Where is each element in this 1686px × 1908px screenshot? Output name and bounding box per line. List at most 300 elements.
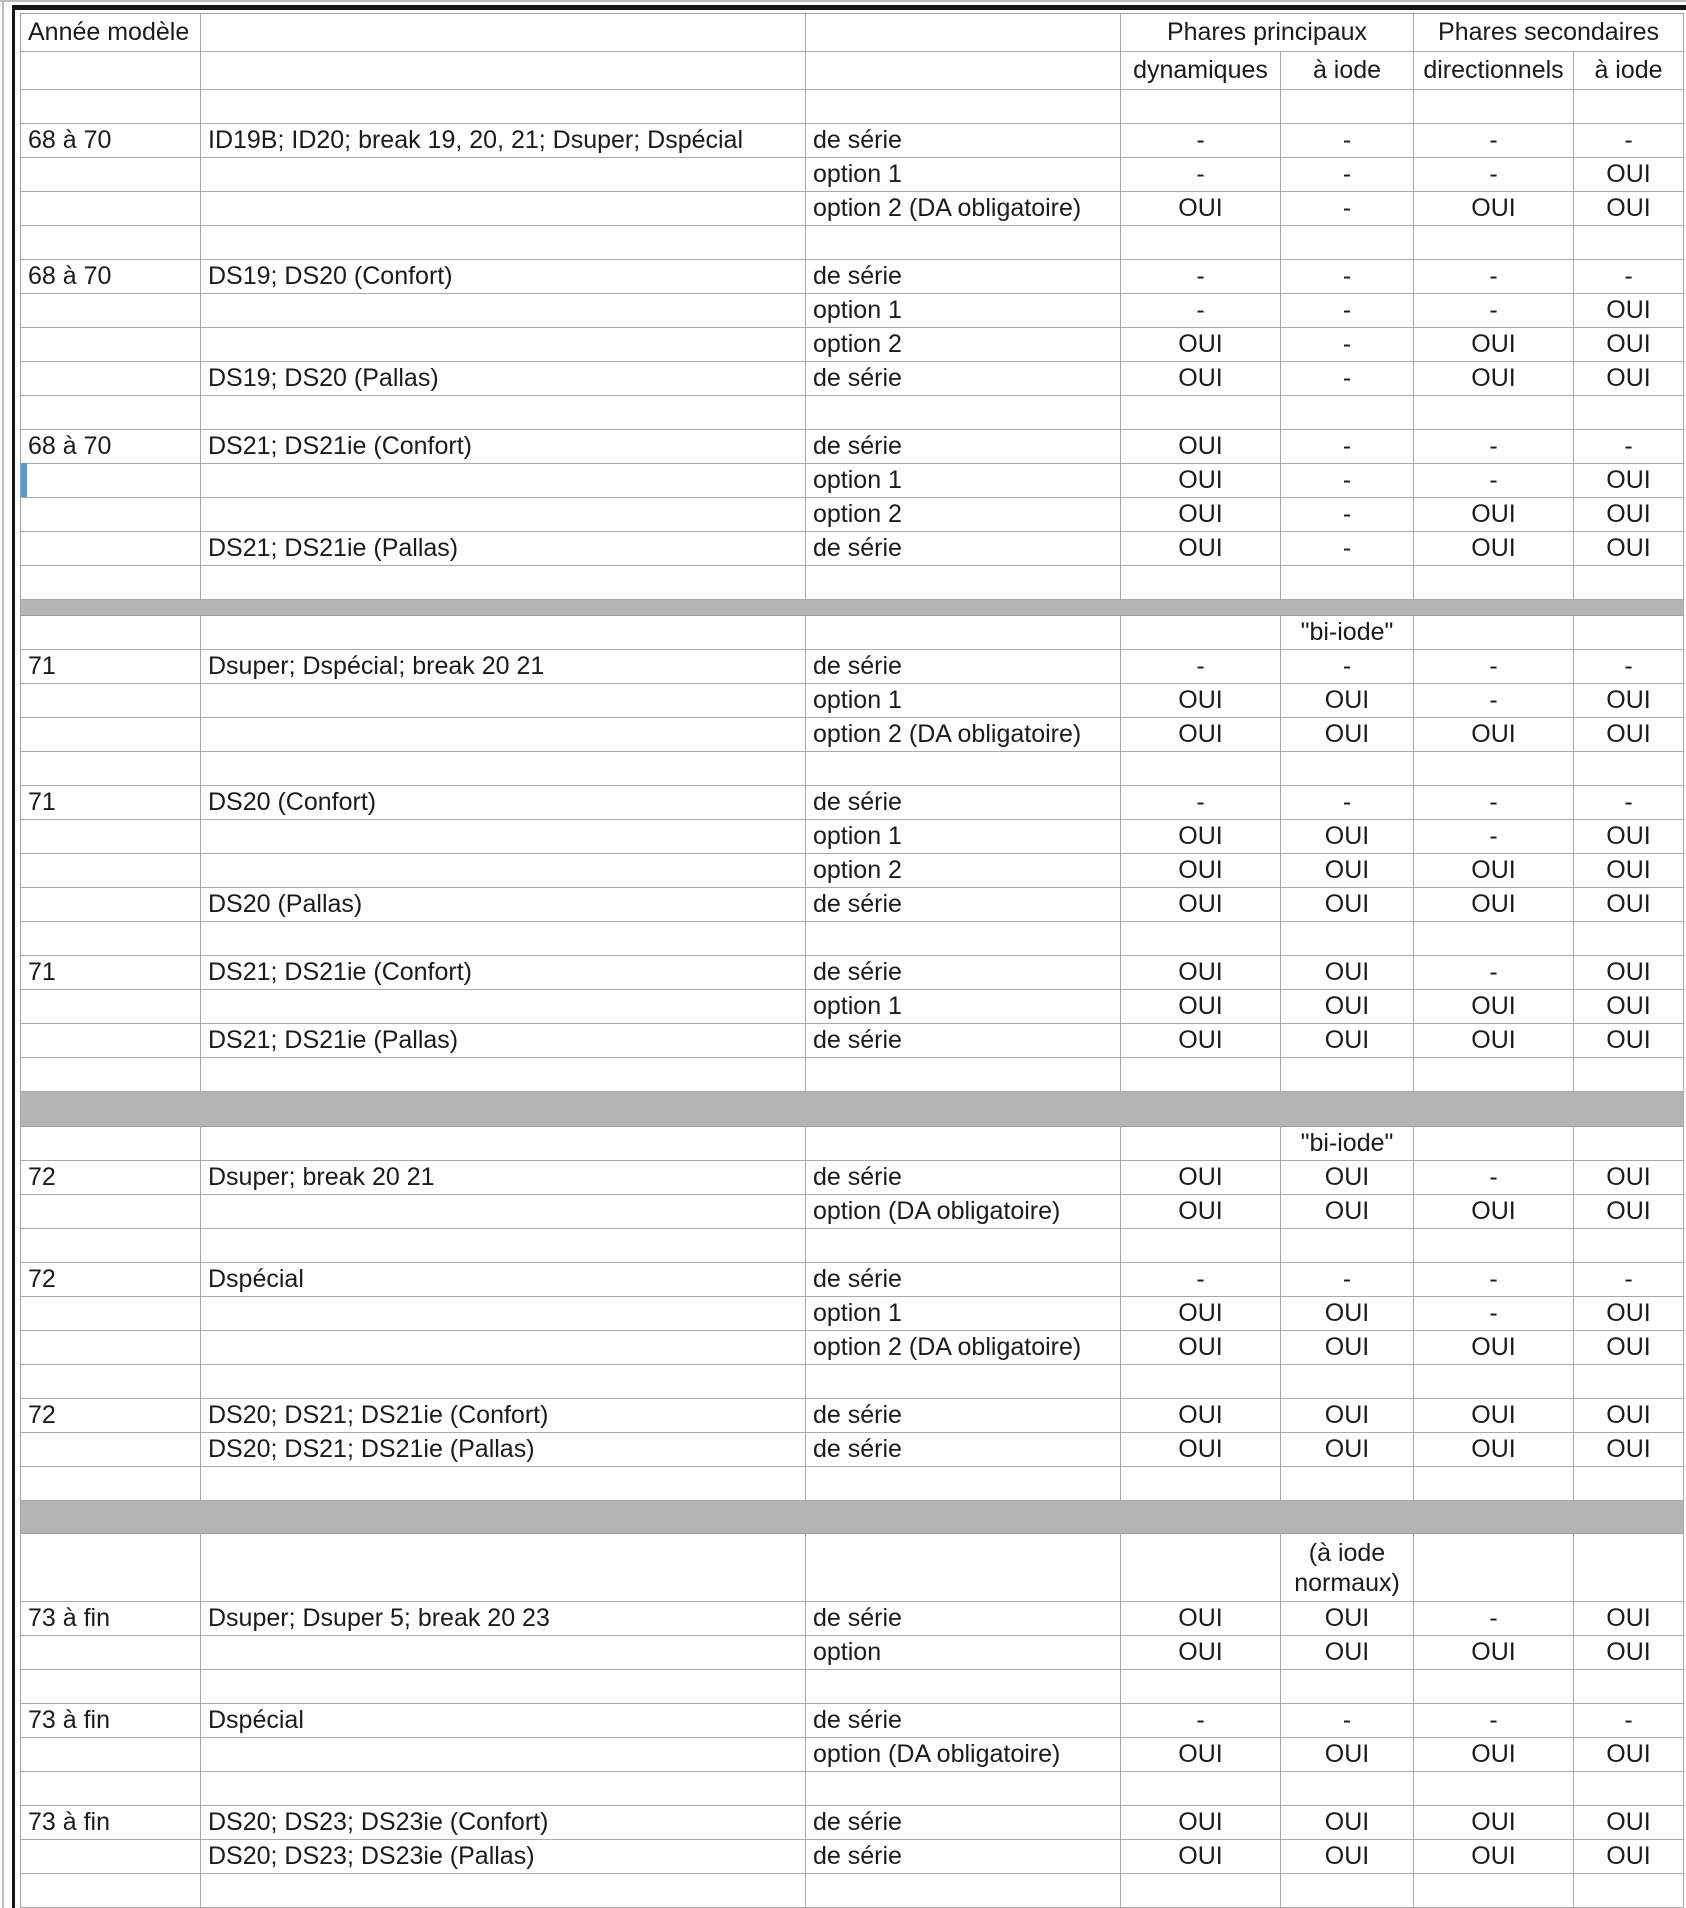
trim-cell: option [806,1636,1121,1670]
subheader-directionnels: directionnels [1414,52,1574,90]
value-cell [1574,1365,1684,1399]
year-cell [21,1636,201,1670]
data-row [21,1195,1684,1229]
value-cell [1121,1772,1281,1806]
model-subheader-blank [201,52,806,90]
trim-cell: de série [806,1161,1121,1195]
value-cell [1121,1058,1281,1092]
headlight-options-table [20,13,1684,1908]
page-left-black-line [12,5,15,1908]
year-cell [21,566,201,600]
empty-cell [21,1534,201,1602]
value-iode-secondaire: - [1574,1263,1684,1297]
value-dynamiques: OUI [1121,328,1281,362]
trim-cell: option 2 (DA obligatoire) [806,718,1121,752]
value-directionnels: OUI [1414,1636,1574,1670]
value-dynamiques: - [1121,260,1281,294]
trim-cell [806,922,1121,956]
trim-cell: de série [806,888,1121,922]
value-iode-secondaire: OUI [1574,328,1684,362]
value-iode-secondaire: OUI [1574,1331,1684,1365]
value-iode-principal: OUI [1281,1433,1414,1467]
value-iode-secondaire: OUI [1574,1636,1684,1670]
data-row [21,124,1684,158]
group-header-phares-secondaires: Phares secondaires [1414,14,1684,52]
year-cell [21,294,201,328]
value-cell [1414,90,1574,124]
value-dynamiques: OUI [1121,718,1281,752]
year-column-header: Année modèle [21,14,201,52]
value-directionnels: - [1414,650,1574,684]
year-cell [21,498,201,532]
value-directionnels: - [1414,1704,1574,1738]
value-dynamiques: OUI [1121,888,1281,922]
model-cell: DS19; DS20 (Confort) [201,260,806,294]
value-directionnels: OUI [1414,1195,1574,1229]
trim-cell [806,90,1121,124]
data-row [21,498,1684,532]
value-cell [1414,1670,1574,1704]
value-directionnels: OUI [1414,990,1574,1024]
note-row [21,616,1684,650]
year-cell [21,922,201,956]
spacer-row [21,396,1684,430]
value-directionnels: - [1414,786,1574,820]
trim-cell [806,752,1121,786]
value-dynamiques: OUI [1121,1024,1281,1058]
trim-cell: option 2 (DA obligatoire) [806,1331,1121,1365]
value-iode-secondaire: OUI [1574,158,1684,192]
value-iode-principal: - [1281,532,1414,566]
trim-cell [806,1127,1121,1161]
value-cell [1414,922,1574,956]
value-cell [1414,226,1574,260]
spacer-row [21,1467,1684,1501]
trim-cell: de série [806,1704,1121,1738]
value-cell [1414,1467,1574,1501]
value-cell [1414,1772,1574,1806]
separator-band-fill [21,1501,1684,1534]
value-iode-principal: - [1281,1704,1414,1738]
year-cell [21,1840,201,1874]
value-iode-principal: OUI [1281,718,1414,752]
value-iode-principal: - [1281,294,1414,328]
model-cell [201,1195,806,1229]
trim-cell [806,1365,1121,1399]
value-iode-principal: OUI [1281,820,1414,854]
model-cell [201,1297,806,1331]
page-left-gray-line [2,0,4,1908]
year-cell [21,396,201,430]
year-cell [21,1331,201,1365]
year-cell: 72 [21,1161,201,1195]
model-cell: DS21; DS21ie (Confort) [201,430,806,464]
value-iode-principal: OUI [1281,1161,1414,1195]
trim-cell: de série [806,1263,1121,1297]
value-dynamiques: - [1121,786,1281,820]
spacer-row [21,90,1684,124]
spacer-row [21,1874,1684,1908]
value-dynamiques [1121,1127,1281,1161]
note-bi-iode: "bi-iode" [1281,1127,1414,1161]
data-row [21,362,1684,396]
value-directionnels: - [1414,430,1574,464]
value-cell [1121,566,1281,600]
trim-cell [806,1670,1121,1704]
year-cell [21,1024,201,1058]
value-directionnels: - [1414,1297,1574,1331]
value-iode-secondaire: OUI [1574,1161,1684,1195]
model-cell: Dspécial [201,1263,806,1297]
data-row [21,1738,1684,1772]
data-row [21,430,1684,464]
data-row [21,1297,1684,1331]
data-row [21,1806,1684,1840]
year-cell: 68 à 70 [21,430,201,464]
value-cell [1121,1874,1281,1908]
value-directionnels: - [1414,820,1574,854]
year-cell [21,362,201,396]
value-directionnels: OUI [1414,532,1574,566]
trim-cell: de série [806,1840,1121,1874]
value-iode-secondaire: OUI [1574,294,1684,328]
model-column-header [201,14,806,52]
data-row [21,532,1684,566]
data-row [21,956,1684,990]
trim-cell: de série [806,362,1121,396]
value-directionnels: OUI [1414,888,1574,922]
value-dynamiques: - [1121,294,1281,328]
value-directionnels: OUI [1414,1738,1574,1772]
value-cell [1574,1058,1684,1092]
note-row-two-line [21,1534,1684,1602]
data-row [21,1840,1684,1874]
value-cell [1574,1467,1684,1501]
value-iode-principal: - [1281,786,1414,820]
value-directionnels: OUI [1414,362,1574,396]
model-cell [201,498,806,532]
value-dynamiques: OUI [1121,532,1281,566]
year-cell [21,328,201,362]
trim-cell [806,1874,1121,1908]
value-iode-principal: OUI [1281,684,1414,718]
value-directionnels: OUI [1414,1024,1574,1058]
group-header-phares-principaux: Phares principaux [1121,14,1414,52]
trim-cell: de série [806,650,1121,684]
value-directionnels: OUI [1414,1806,1574,1840]
model-cell: ID19B; ID20; break 19, 20, 21; Dsuper; Dspécial [201,124,806,158]
value-iode-principal: OUI [1281,1331,1414,1365]
value-cell [1574,1772,1684,1806]
model-cell: DS19; DS20 (Pallas) [201,362,806,396]
value-iode-secondaire: OUI [1574,854,1684,888]
trim-cell [806,1467,1121,1501]
value-dynamiques: OUI [1121,362,1281,396]
separator-band [21,1501,1684,1534]
value-directionnels: OUI [1414,718,1574,752]
value-dynamiques: OUI [1121,430,1281,464]
year-cell [21,226,201,260]
model-cell [201,684,806,718]
data-row [21,294,1684,328]
empty-cell [1121,1534,1281,1602]
spacer-row [21,1058,1684,1092]
model-cell [201,1365,806,1399]
value-cell [1281,226,1414,260]
value-cell [1281,1058,1414,1092]
year-cell: 68 à 70 [21,124,201,158]
model-cell [201,1738,806,1772]
model-cell [201,90,806,124]
year-cell: 73 à fin [21,1602,201,1636]
trim-cell: option 1 [806,464,1121,498]
value-iode-secondaire: - [1574,124,1684,158]
value-iode-secondaire: OUI [1574,956,1684,990]
value-dynamiques: OUI [1121,1331,1281,1365]
value-dynamiques: OUI [1121,1433,1281,1467]
year-subheader-blank [21,52,201,90]
value-iode-principal: OUI [1281,1738,1414,1772]
model-cell: DS21; DS21ie (Confort) [201,956,806,990]
value-iode-secondaire: OUI [1574,1433,1684,1467]
value-cell [1121,1229,1281,1263]
value-cell [1574,752,1684,786]
year-cell [21,684,201,718]
value-cell [1121,752,1281,786]
model-cell [201,854,806,888]
value-iode-principal: - [1281,1263,1414,1297]
value-iode-secondaire: OUI [1574,1399,1684,1433]
year-cell [21,1738,201,1772]
trim-subheader-blank [806,52,1121,90]
value-cell [1121,1670,1281,1704]
spacer-row [21,1670,1684,1704]
empty-cell [201,1534,806,1602]
value-iode-secondaire: - [1574,260,1684,294]
value-cell [1281,1670,1414,1704]
value-iode-principal: - [1281,430,1414,464]
value-dynamiques: OUI [1121,820,1281,854]
data-row [21,1331,1684,1365]
data-row [21,1602,1684,1636]
value-dynamiques: OUI [1121,990,1281,1024]
year-cell: 71 [21,786,201,820]
data-row [21,1024,1684,1058]
model-cell: DS21; DS21ie (Pallas) [201,532,806,566]
year-cell [21,192,201,226]
model-cell: DS20; DS21; DS21ie (Pallas) [201,1433,806,1467]
spacer-row [21,566,1684,600]
header-row-groups [21,14,1684,52]
value-cell [1281,1467,1414,1501]
value-iode-principal: OUI [1281,888,1414,922]
model-cell [201,464,806,498]
trim-column-header [806,14,1121,52]
value-iode-principal: OUI [1281,990,1414,1024]
value-directionnels: - [1414,294,1574,328]
page-top-gray-line [0,0,1686,2]
value-directionnels: - [1414,1263,1574,1297]
model-cell: Dsuper; Dspécial; break 20 21 [201,650,806,684]
data-row [21,990,1684,1024]
year-cell [21,1365,201,1399]
model-cell [201,718,806,752]
value-directionnels: OUI [1414,328,1574,362]
value-iode-secondaire: OUI [1574,532,1684,566]
data-row [21,786,1684,820]
model-cell [201,1772,806,1806]
value-directionnels: - [1414,1602,1574,1636]
year-cell [21,1297,201,1331]
note-row [21,1127,1684,1161]
data-row [21,192,1684,226]
model-cell: DS20; DS23; DS23ie (Pallas) [201,1840,806,1874]
value-cell [1574,566,1684,600]
data-row [21,328,1684,362]
year-cell [21,854,201,888]
value-cell [1121,1467,1281,1501]
value-directionnels: OUI [1414,1331,1574,1365]
model-cell [201,1636,806,1670]
year-cell: 72 [21,1263,201,1297]
value-iode-secondaire: OUI [1574,820,1684,854]
value-iode-principal: OUI [1281,1399,1414,1433]
empty-cell [1414,1534,1574,1602]
value-dynamiques: OUI [1121,1806,1281,1840]
data-row [21,1263,1684,1297]
value-iode-secondaire: OUI [1574,1195,1684,1229]
trim-cell: option 1 [806,684,1121,718]
year-cell [21,532,201,566]
empty-cell [1574,1534,1684,1602]
value-directionnels: - [1414,684,1574,718]
value-cell [1281,1229,1414,1263]
value-cell [1574,922,1684,956]
value-cell [1121,226,1281,260]
value-iode-secondaire: OUI [1574,192,1684,226]
value-dynamiques: OUI [1121,1602,1281,1636]
value-cell [1414,1058,1574,1092]
subheader-a-iode-secondaires: à iode [1574,52,1684,90]
value-dynamiques: OUI [1121,192,1281,226]
data-row [21,718,1684,752]
model-cell [201,566,806,600]
value-iode-principal: - [1281,498,1414,532]
model-cell: DS21; DS21ie (Pallas) [201,1024,806,1058]
value-cell [1414,1365,1574,1399]
value-cell [1281,1365,1414,1399]
value-iode-secondaire: OUI [1574,718,1684,752]
value-iode-secondaire: - [1574,1704,1684,1738]
trim-cell: option 1 [806,990,1121,1024]
value-dynamiques: - [1121,158,1281,192]
data-row [21,158,1684,192]
value-iode-secondaire: OUI [1574,1806,1684,1840]
subheader-a-iode-principaux: à iode [1281,52,1414,90]
data-row [21,650,1684,684]
year-cell [21,1195,201,1229]
value-directionnels: OUI [1414,1399,1574,1433]
trim-cell: de série [806,124,1121,158]
trim-cell: de série [806,1399,1121,1433]
trim-cell: option 2 [806,854,1121,888]
value-cell [1121,90,1281,124]
model-cell [201,1467,806,1501]
year-cell [21,90,201,124]
value-directionnels: - [1414,1161,1574,1195]
value-iode-principal: - [1281,260,1414,294]
value-iode-secondaire: OUI [1574,1024,1684,1058]
year-cell: 73 à fin [21,1704,201,1738]
value-iode-principal: - [1281,192,1414,226]
data-row [21,854,1684,888]
trim-cell [806,616,1121,650]
value-iode-principal: OUI [1281,1297,1414,1331]
model-cell [201,1874,806,1908]
value-iode-principal: OUI [1281,1602,1414,1636]
value-cell [1574,226,1684,260]
value-cell [1414,752,1574,786]
value-directionnels: - [1414,158,1574,192]
spacer-row [21,1772,1684,1806]
model-cell [201,396,806,430]
model-cell: DS20; DS21; DS21ie (Confort) [201,1399,806,1433]
value-directionnels: OUI [1414,1840,1574,1874]
model-cell [201,922,806,956]
model-cell [201,1331,806,1365]
model-cell [201,616,806,650]
model-cell: Dspécial [201,1704,806,1738]
value-dynamiques: OUI [1121,956,1281,990]
value-directionnels: - [1414,464,1574,498]
year-cell: 72 [21,1399,201,1433]
value-iode-principal: OUI [1281,956,1414,990]
value-iode-principal: - [1281,362,1414,396]
value-iode-secondaire [1574,1127,1684,1161]
value-iode-secondaire: OUI [1574,1840,1684,1874]
trim-cell: de série [806,1602,1121,1636]
year-cell: 68 à 70 [21,260,201,294]
value-iode-principal: OUI [1281,1806,1414,1840]
model-cell [201,1127,806,1161]
trim-cell: de série [806,1024,1121,1058]
value-directionnels: - [1414,260,1574,294]
year-cell [21,158,201,192]
trim-cell: option 1 [806,1297,1121,1331]
value-cell [1281,752,1414,786]
value-directionnels [1414,1127,1574,1161]
value-cell [1574,1229,1684,1263]
value-cell [1121,922,1281,956]
year-cell [21,1127,201,1161]
trim-cell [806,396,1121,430]
year-cell [21,1229,201,1263]
year-cell [21,888,201,922]
value-iode-principal: - [1281,124,1414,158]
value-iode-principal: OUI [1281,854,1414,888]
trim-cell: de série [806,1806,1121,1840]
model-cell: Dsuper; Dsuper 5; break 20 23 [201,1602,806,1636]
trim-cell: option 1 [806,820,1121,854]
value-cell [1574,90,1684,124]
data-row [21,820,1684,854]
value-dynamiques: - [1121,1704,1281,1738]
year-cell [21,1467,201,1501]
value-iode-principal: - [1281,650,1414,684]
year-cell [21,752,201,786]
value-iode-secondaire: - [1574,786,1684,820]
trim-cell: de série [806,786,1121,820]
